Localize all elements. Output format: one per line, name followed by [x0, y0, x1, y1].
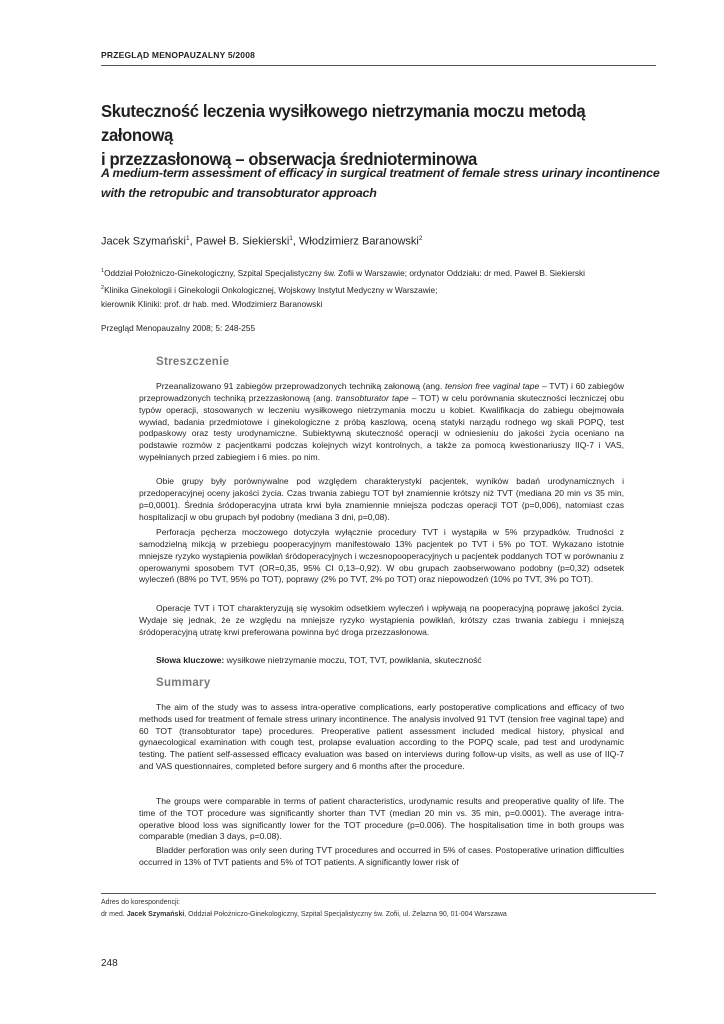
text-run: Obie grupy były porównywalne pod względem charakterystyki pacjentek, wyników badań urodynamicznych i przedoperacyjnej oceny jakości życia. Czas trwania zabiegu TOT był znamiennie krótszy niż TVT (mediana 20 min [139, 476, 624, 498]
title-pl-line-2: i przezzasłonową – obserwacja średnioterminowa [101, 149, 477, 169]
author-2: Paweł B. Siekierski [195, 235, 290, 248]
journal-header: PRZEGLĄD MENOPAUZALNY 5/2008 [101, 50, 256, 60]
correspondence-label: Adres do korespondencji: [101, 899, 180, 906]
streszczenie-paragraph-4: Operacje TVT i TOT charakteryzują się wysokim odsetkiem wyleczeń i wpływają na pooperacyjną poprawę jakości życia. Wydaje się jednak, że ze względu na mniejsze ryzyko wystąpienia powikłań, krótszy czas trwania zabiegu i mniejszą śródoperacyjną utratę krwi preferowana powinna być droga przezzasłonowa. [139, 603, 624, 637]
article-title-english [101, 163, 661, 203]
affiliation-1-marker: 1 [101, 268, 105, 274]
keywords-label: Słowa kluczowe: [156, 655, 225, 665]
author-3-affiliation: 2 [418, 235, 423, 242]
text-run-italic: transobturator tape [335, 392, 409, 403]
title-pl-line-1: Skuteczność leczenia wysiłkowego nietrzymania moczu metodą załonową [101, 101, 586, 145]
summary-paragraph-2: The groups were comparable in terms of patient characteristics, urodynamic results and preoperative quality of life. The time of the TOT procedure was significantly shorter than TVT (median 20 min vs. 35 min, p=0.0001). The average intra-operative blood loss was significantly lower for the TOT procedure (p=0.006). The hospitalisation time in both groups was comparable (median 3 days, p=0.08). [139, 796, 624, 842]
correspondence-address [101, 911, 507, 918]
text-run: Przeanalizowano 91 zabiegów przeprowadzonych techniką załonową (ang. [156, 381, 446, 391]
text-run: – TOT) w celu porównania skuteczności leczniczej obu typów operacji, stosowanych w leczeniu wysiłkowego nietrzymania moczu u kobiet. Kwalifikacja do zabiegu obejmowała wywiad, badania przedmiotowe i ginekologiczne z próbą kaszlową, oceną statyki narządu rodnego wg skali POPQ, test podpaskowy oraz testy urodynamiczne. Subiektywną skuteczność operacji w odniesieniu do jakości życia oceniano na podstawie rozmów z pacjentkami podczas kolejnych wizyt kontrolnych, a także za pomocą kwestionariuszy IIQ-7 i VAS, wypełnianych przed zabiegiem i 6 mies. po nim. [139, 392, 624, 463]
title-en-line-1: A medium-term assessment of efficacy in surgical treatment of female stress urinary incontinence [101, 166, 660, 180]
header-divider [101, 65, 656, 66]
author-2-affiliation: 1 [289, 235, 293, 242]
heading-summary: Summary [156, 677, 211, 689]
keywords-text: wysiłkowe nietrzymanie moczu, TOT, TVT, powikłania, skuteczność [224, 655, 482, 665]
text-run: – TVT) i 60 zabiegów przeprowadzonych techniką przezzasłonową (ang. [139, 381, 625, 403]
text-run-italic: tension free vaginal tape [445, 381, 540, 391]
affiliation-2-marker: 2 [101, 284, 105, 291]
article-title-polish [101, 99, 644, 171]
streszczenie-paragraph-1 [139, 381, 624, 464]
streszczenie-paragraph-2 [139, 476, 624, 523]
heading-streszczenie: Streszczenie [156, 356, 230, 368]
correspondence-rest: , Oddział Położniczo-Ginekologiczny, Szpital Specjalistyczny św. Zofii, ul. Żelazna 90, 01-004 Warszawa [184, 911, 507, 918]
affiliations [101, 264, 661, 312]
text-run-italic: vs [583, 487, 593, 498]
affiliation-1: Oddział Położniczo-Ginekologiczny, Szpital Specjalistyczny św. Zofii w Warszawie; ordynator Oddziału: dr med. Paweł B. Siekierski [104, 267, 586, 278]
author-1: Jacek Szymański [101, 235, 186, 248]
page-number: 248 [101, 958, 118, 969]
correspondence-prefix: dr med. [101, 911, 127, 918]
affiliation-2: Klinika Ginekologii i Ginekologii Onkologicznej, Wojskowy Instytut Medyczny w Warszawie; [104, 284, 438, 295]
streszczenie-paragraph-3: Perforacja pęcherza moczowego dotyczyła wyłącznie procedury TVT i wystąpiła w 5% przypadków. Trudności z samodzielną mikcją w przebiegu pooperacyjnym manifestowało 13% pacjentek po TVT i 5% po TOT. Wykazano istotnie mniejsze ryzyko wystąpienia powikłań śródoperacyjnych i wczesnopooperacyjnych u pacjentek poddanych TOT w porównaniu z operowanymi sposobem TVT (OR=0,35, 95% CI 0,13–0,92). W obu grupach zaobserwowano podobny (p=0,32) odsetek wyleczeń (88% po TVT, 95% po TOT), poprawy (2% po TVT, 2% po TOT) oraz niepowodzeń (10% po TVT, 3% po TOT). [139, 527, 624, 585]
text-run: 35 min, p=0,0001). Średnia śródoperacyjna utrata krwi była znamiennie mniejsza podczas operacji TOT (p=0,006), natomiast czas hospitalizacji w obu grupach był podobny (mediana 3 dni, p=0,08). [139, 487, 625, 522]
affiliation-2-head: kierownik Kliniki: prof. dr hab. med. Włodzimierz Baranowski [101, 299, 323, 310]
title-en-line-2: with the retropubic and transobturator approach [101, 186, 377, 200]
summary-paragraph-1: The aim of the study was to assess intra-operative complications, early postoperative complications and efficacy of two methods used for treatment of female stress urinary incontinence. The analysis involved 91 TVT (tension free vaginal tape) and 60 TOT (transobturator tape) procedures. Preoperative patient assessment included medical history, physical and gynaecological examination with cough test, prolapse evaluation according to the POPQ scale, pad test and urodynamic testing. The patient self-assessed efficacy evaluation was based on interviews during follow-up visits, as well as use of IIQ-7 and VAS questionnaires, completed before surgery and 6 months after the procedure. [139, 702, 624, 771]
footnote-divider [101, 893, 656, 894]
author-3: Włodzimierz Baranowski [299, 235, 419, 248]
keywords [156, 655, 482, 665]
author-list: Jacek Szymański$^1$, Paweł B. Siekierski$^1$, Włodzimierz Baranowski$^2$ [101, 235, 423, 248]
author-1-affiliation: 1 [185, 235, 190, 242]
correspondence-name: Jacek Szymański [126, 911, 185, 918]
citation: Przegląd Menopauzalny 2008; 5: 248-255 [101, 323, 256, 333]
summary-paragraph-3: Bladder perforation was only seen during TVT procedures and occurred in 5% of cases. Postoperative urination difficulties occurred in 13% of TVT patients and 5% of TOT patients. A significantly lower risk of [139, 845, 624, 867]
